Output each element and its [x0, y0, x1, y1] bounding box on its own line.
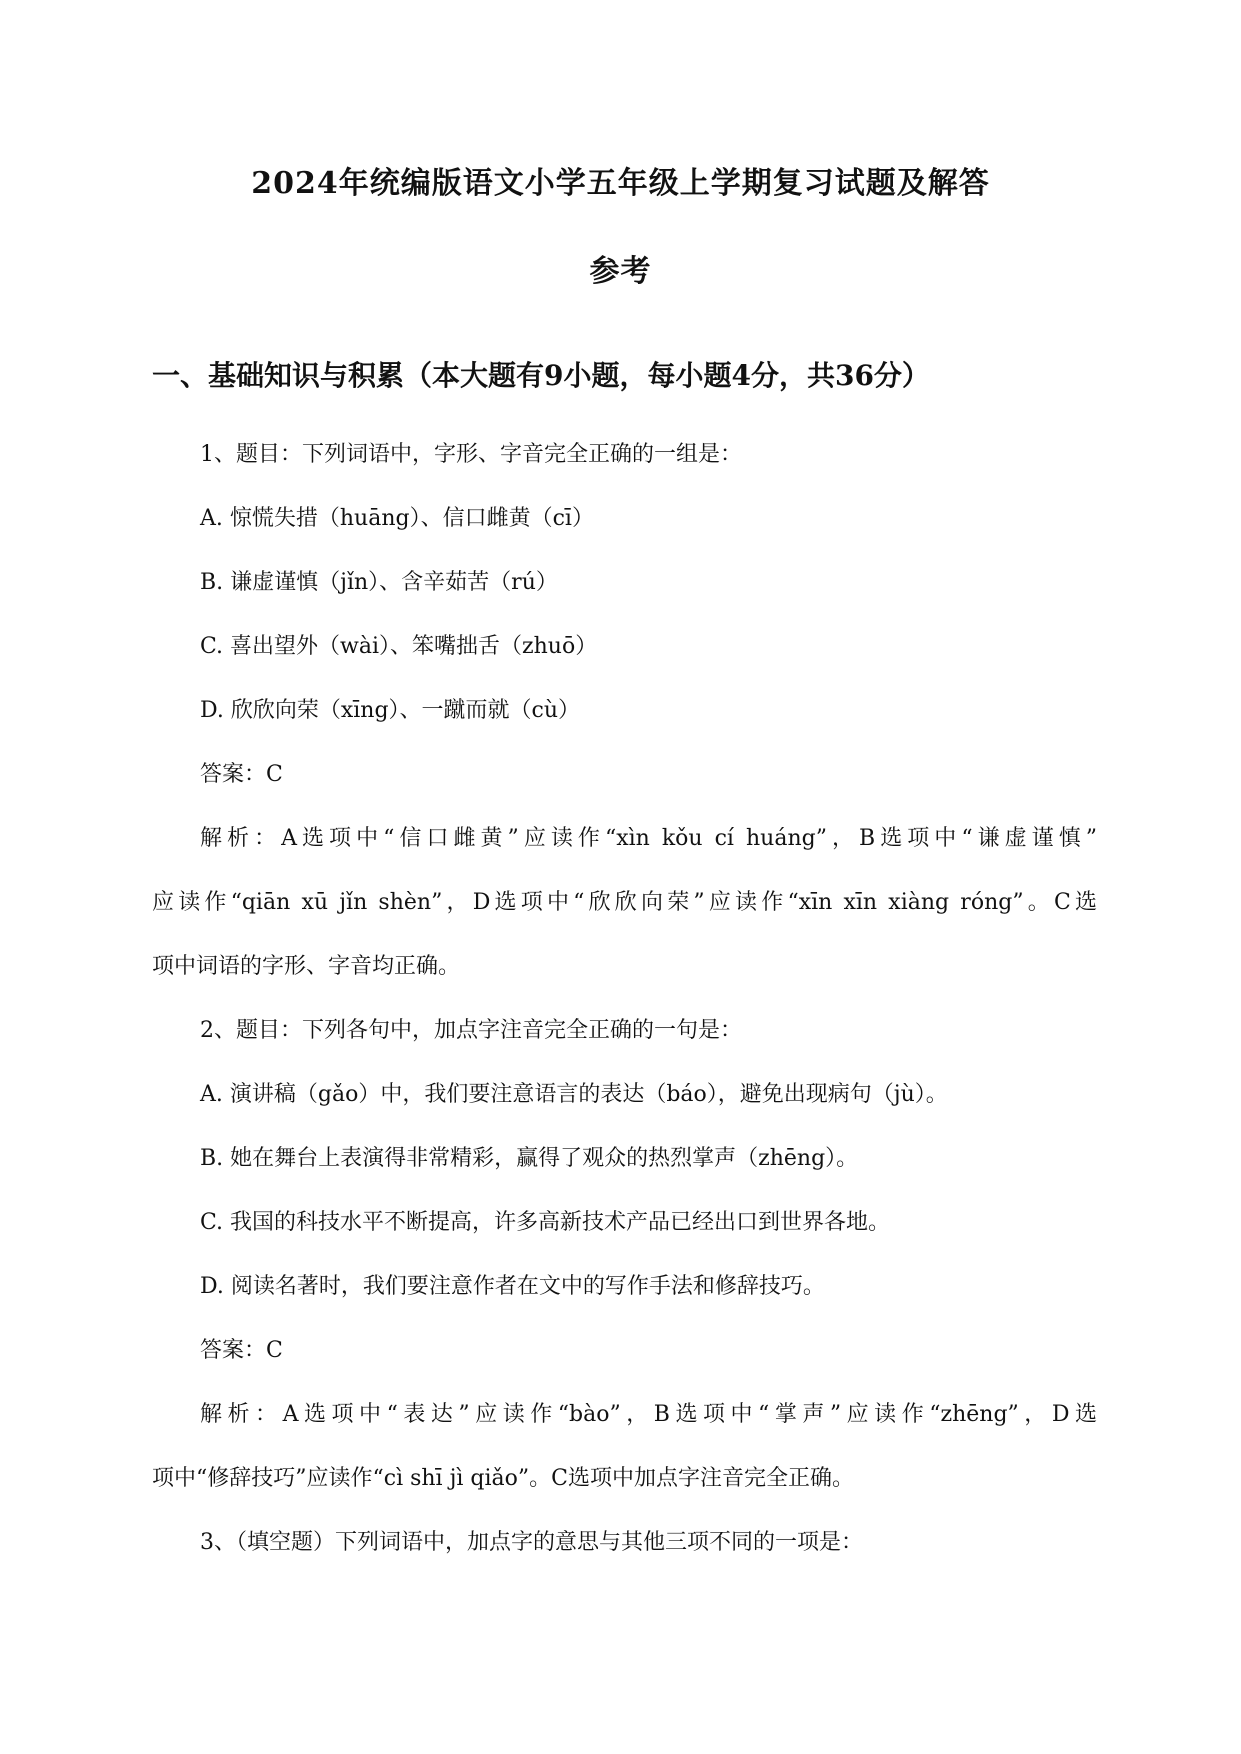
question-1-stem: 1、题目：下列词语中，字形、字音完全正确的一组是： — [200, 442, 742, 467]
document-title-line2: 参考 — [589, 254, 652, 289]
question-3-stem: 3、（填空题）下列词语中，加点字的意思与其他三项不同的一项是： — [200, 1530, 863, 1555]
question-2-analysis-line1: 解析：A选项中“表达”应读作“bào”，B选项中“掌声”应读作“zhēng”，D选 — [200, 1402, 1097, 1427]
document-title-line1: 2024年统编版语文小学五年级上学期复习试题及解答 — [251, 166, 990, 201]
question-1-option-a: A. 惊慌失措（huāng）、信口雌黄（cī） — [200, 506, 594, 531]
question-1-analysis-line3: 项中词语的字形、字音均正确。 — [152, 954, 461, 979]
question-1-option-d: D. 欣欣向荣（xīng）、一蹴而就（cù） — [200, 698, 581, 723]
question-2-option-c: C. 我国的科技水平不断提高，许多高新技术产品已经出口到世界各地。 — [200, 1210, 891, 1235]
question-2-option-d: D. 阅读名著时，我们要注意作者在文中的写作手法和修辞技巧。 — [200, 1274, 825, 1299]
question-2-answer: 答案：C — [200, 1338, 283, 1363]
question-2-stem: 2、题目：下列各句中，加点字注音完全正确的一句是： — [200, 1018, 742, 1043]
question-1-analysis-line1: 解析：A选项中“信口雌黄”应读作“xìn kǒu cí huáng”，B选项中“谦虚谨慎” — [200, 826, 1097, 851]
section-heading: 一、基础知识与积累（本大题有9小题，每小题4分，共36分） — [152, 359, 930, 392]
question-2-analysis-line2: 项中“修辞技巧”应读作“cì shī jì qiǎo”。C选项中加点字注音完全正确。 — [152, 1466, 854, 1491]
question-1-analysis-line2: 应读作“qiān xū jǐn shèn”，D选项中“欣欣向荣”应读作“xīn xīn xiàng róng”。C选 — [152, 890, 1097, 915]
question-2-option-a: A. 演讲稿（gǎo）中，我们要注意语言的表达（báo），避免出现病句（jù）。 — [200, 1082, 948, 1107]
question-2-option-b: B. 她在舞台上表演得非常精彩，赢得了观众的热烈掌声（zhēng）。 — [200, 1146, 859, 1171]
question-1-option-b: B. 谦虚谨慎（jǐn）、含辛茹苦（rú） — [200, 570, 558, 595]
question-1-option-c: C. 喜出望外（wài）、笨嘴拙舌（zhuō） — [200, 634, 598, 659]
question-1-answer: 答案：C — [200, 762, 283, 787]
